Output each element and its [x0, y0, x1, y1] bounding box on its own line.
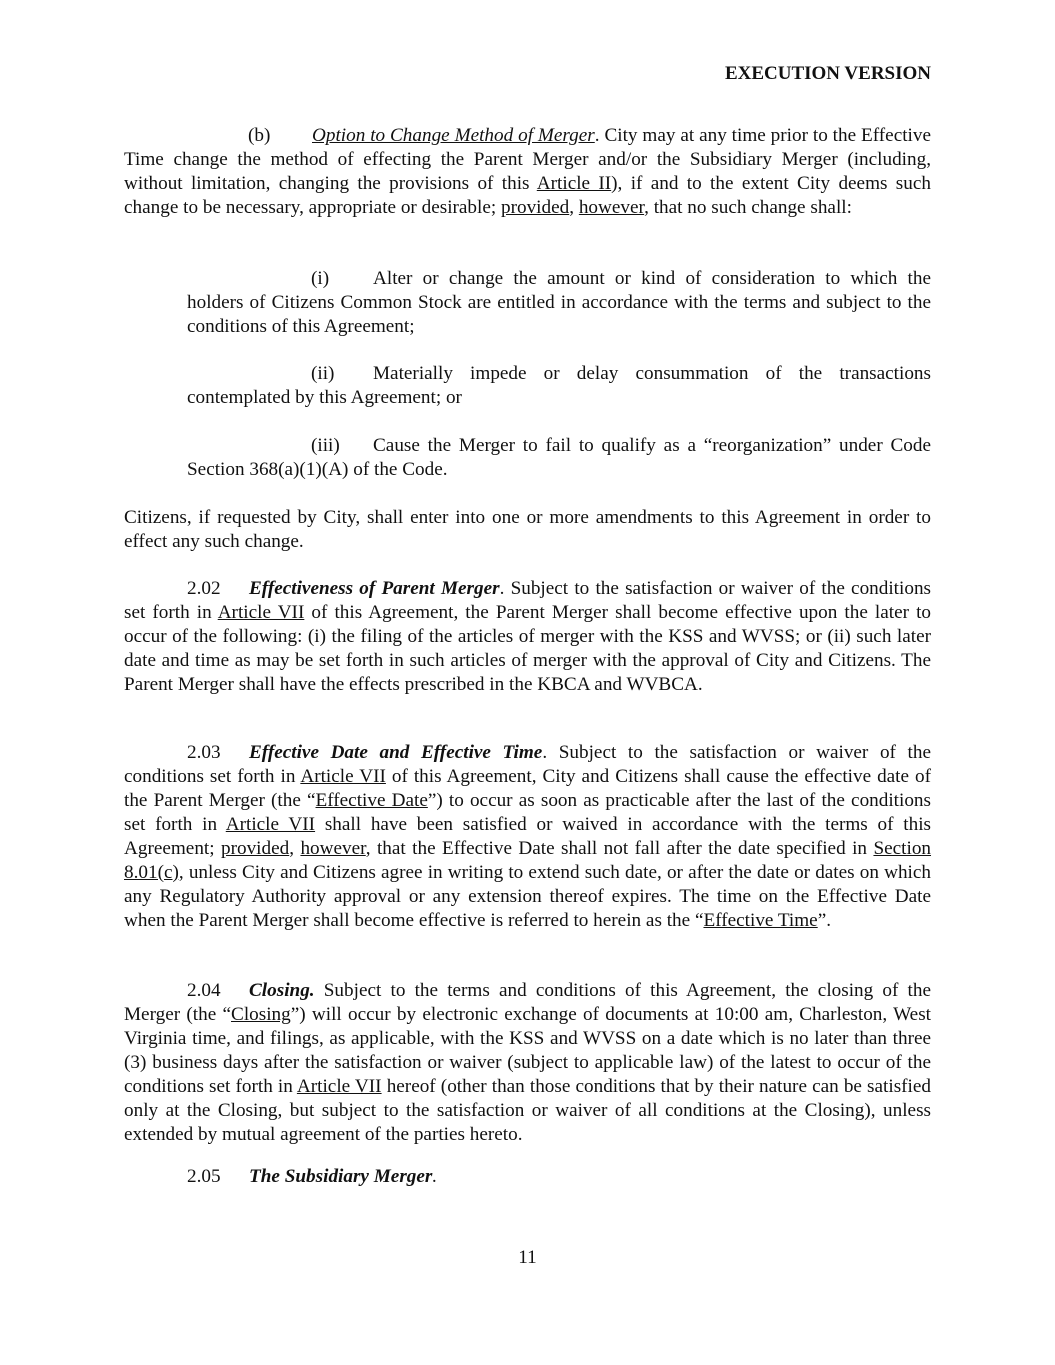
section-2-02-number: 2.02	[187, 578, 221, 599]
section-2-04-title: Closing.	[249, 980, 315, 1001]
section-2-04-paragraph: 2.04 Closing. Subject to the terms and conditions of this Agreement, the closing of the Merger (the “Closing”) will occur by electronic exchange of documents at 10:00 am, Charleston, West Virginia time, and filings, as applicable, with the KSS and WVSS on a date which is no later than three (3) business days after the satisfaction or waiver (subject to applicable law) of the latest to occur of the conditions set forth in Article VII hereof (other than those conditions that by their nature can be satisfied only at the Closing, but subject to the satisfaction or waiver of all conditions at the Closing), unless extended by mutual agreement of the parties hereto.	[124, 980, 932, 1145]
effective-time-term: Effective Time	[703, 910, 818, 931]
article-vii-link[interactable]: Article VII	[296, 1076, 382, 1097]
however-term: however	[578, 197, 645, 218]
sub-item-i: (i) Alter or change the amount or kind of consideration to which the holders of Citizens Common Stock are entitled in accordance with the terms and subject to the conditions of this Agreement;	[187, 268, 931, 337]
section-8-01c-link[interactable]: Section 8.01(c)	[124, 838, 932, 883]
section-b-paragraph: (b) Option to Change Method of Merger. City may at any time prior to the Effective Time change the method of effecting the Parent Merger and/or the Subsidiary Merger (including, without limitation, changing the provisions of this Article II), if and to the extent City deems such change to be necessary, appropriate or desirable; provided, however, that no such change shall:	[124, 125, 931, 218]
closing-term: Closing	[231, 1004, 291, 1025]
section-b-number: (b)	[248, 125, 271, 146]
section-2-04-number: 2.04	[187, 980, 221, 1001]
section-2-03-number: 2.03	[187, 742, 221, 763]
sub-item-iii-number: (iii)	[311, 435, 340, 456]
section-2-02-paragraph: 2.02 Effectiveness of Parent Merger. Subject to the satisfaction or waiver of the conditions set forth in Article VII of this Agreement, the Parent Merger shall become effective upon the later to occur of the following: (i) the filing of the articles of merger with the KSS and WVSS; or (ii) such later date and time as may be set forth in such articles of merger with the approval of City and Citizens. The Parent Merger shall have the effects prescribed in the KBCA and WVBCA.	[124, 578, 932, 695]
however-term: however	[300, 838, 366, 859]
section-2-03-title: Effective Date and Effective Time	[249, 742, 543, 763]
section-b-title: Option to Change Method of Merger	[312, 125, 595, 146]
section-2-05-title: The Subsidiary Merger	[249, 1166, 433, 1187]
section-2-02-title: Effectiveness of Parent Merger	[249, 578, 500, 599]
article-vii-link[interactable]: Article VII	[217, 602, 305, 623]
sub-item-ii: (ii) Materially impede or delay consummation of the transactions contemplated by this Agreement; or	[187, 363, 931, 408]
section-2-05-number: 2.05	[187, 1166, 221, 1187]
sub-item-i-number: (i)	[311, 268, 330, 289]
article-ii-link[interactable]: Article II	[536, 173, 612, 194]
article-vii-link[interactable]: Article VII	[300, 766, 386, 787]
provided-term: provided	[221, 838, 290, 859]
citizens-amendment-paragraph: Citizens, if requested by City, shall enter into one or more amendments to this Agreement in order to effect any such change.	[124, 507, 931, 552]
section-2-03-paragraph: 2.03 Effective Date and Effective Time. Subject to the satisfaction or waiver of the conditions set forth in Article VII of this Agreement, City and Citizens shall cause the effective date of the Parent Merger (the “Effective Date”) to occur as soon as practicable after the last of the conditions set forth in Article VII shall have been satisfied or waived in accordance with the terms of this Agreement; provided, however, that the Effective Date shall not fall after the date specified in Section 8.01(c), unless City and Citizens agree in writing to extend such date, or after the date or dates on which any Regulatory Authority approval or any extension thereof expires. The time on the Effective Date when the Parent Merger shall become effective is referred to herein as the “Effective Time”.	[124, 742, 932, 931]
execution-version-header: EXECUTION VERSION	[724, 63, 931, 84]
sub-item-iii: (iii) Cause the Merger to fail to qualify as a “reorganization” under Code Section 368(a)(1)(A) of the Code.	[187, 435, 931, 480]
provided-term: provided	[501, 197, 570, 218]
section-2-05-heading: 2.05 The Subsidiary Merger.	[187, 1166, 438, 1187]
article-vii-link[interactable]: Article VII	[225, 814, 316, 835]
effective-date-term: Effective Date	[315, 790, 428, 811]
page-number: 11	[518, 1247, 537, 1268]
sub-item-ii-number: (ii)	[311, 363, 335, 384]
